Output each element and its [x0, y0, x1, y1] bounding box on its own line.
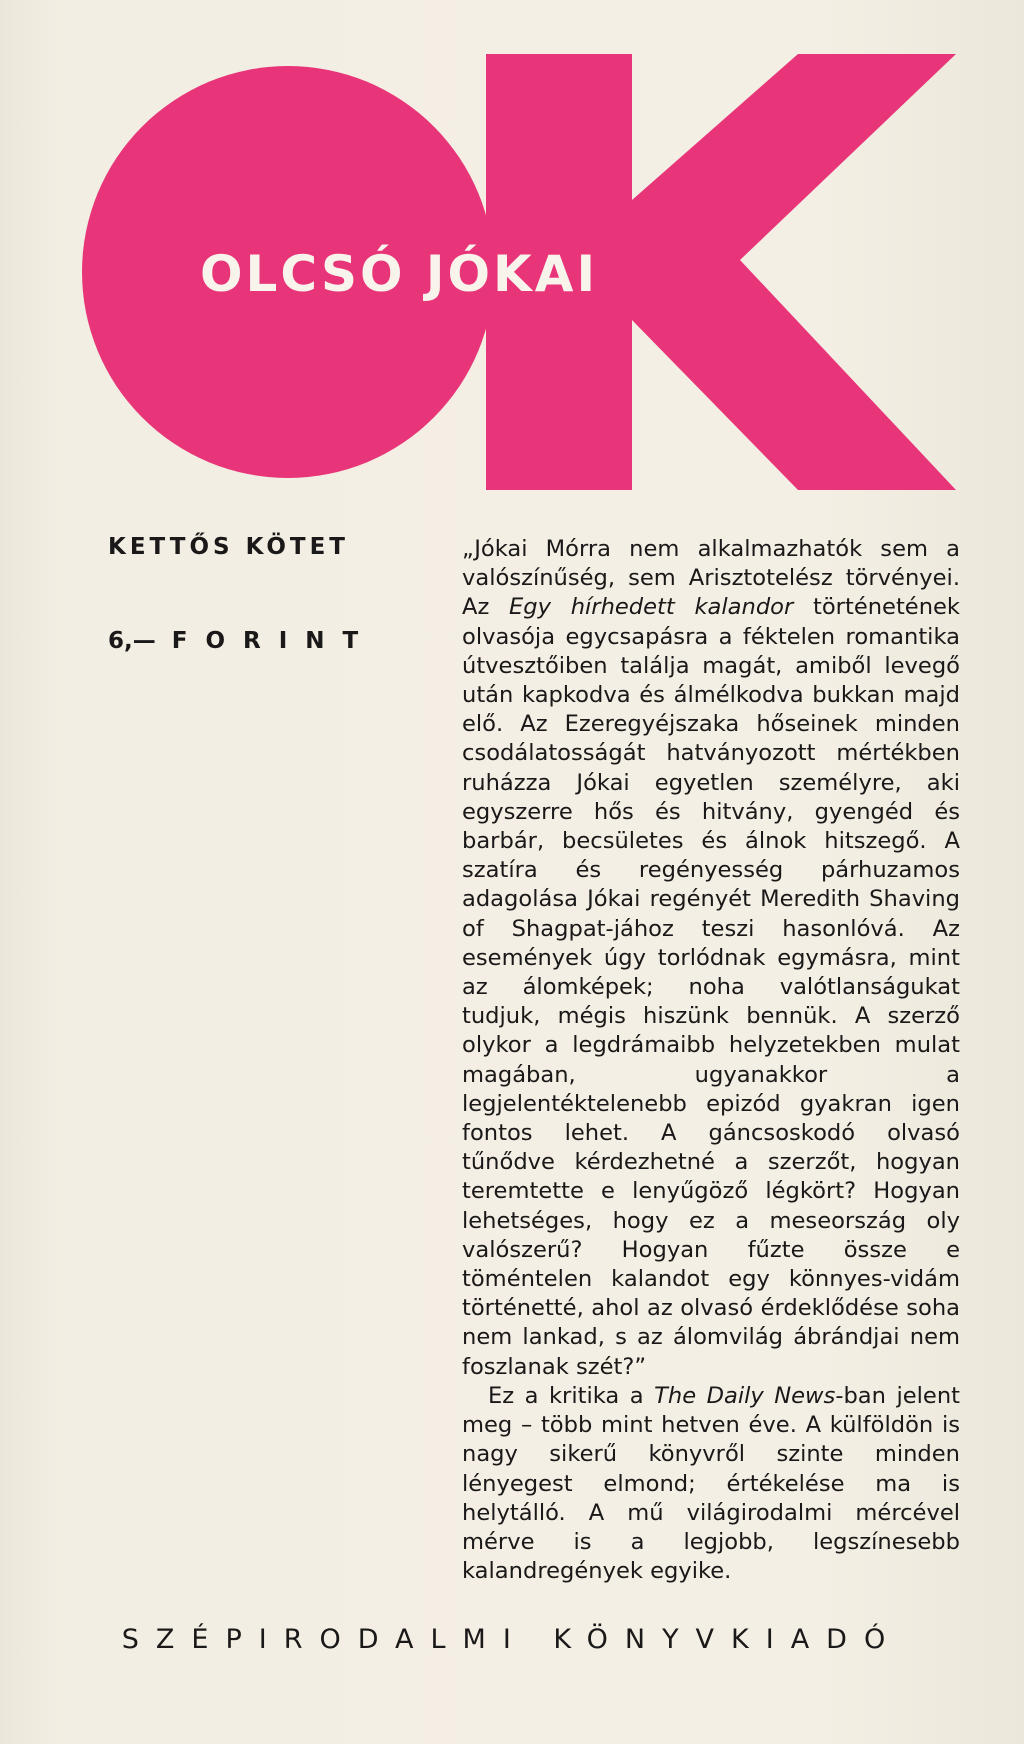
quote-rest: történetének olvasója egycsapásra a féktelen romantika útvesztőiben találja magát, amiből levegő után kapkodva és álmélkodva bukkan majd elő. Az Ezeregyéjszaka hőseinek minden csodálatosságát hatványozott mértékben ruházza Jókai egyetlen személyre, aki egyszerre hős és hitvány, gyengéd és barbár, becsületes és álnok hitszegő. A szatíra és regényesség párhuzamos adagolása Jókai regényét Meredith Shaving of Shagpat-jához teszi hasonlóvá. Az események úgy torlódnak egymásra, mint az álomképek; noha valótlanságukat tudjuk, mégis hiszünk bennük. A szerző olykor a legdrámaibb helyzetekben mulat magában, ugyanakkor a legjelentéktelenebb epizód gyakran igen fontos lehet. A gáncsoskodó olvasó tűnődve kérdezhetné a szerzőt, hogyan teremtette e lenyűgöző légkört? Hogyan lehetséges, hogy ez a meseország oly valószerű? Hogyan fűzte össze e töméntelen kalandot egy könnyes-vidám történetté, ahol az olvasó érdeklődése soha nem lankad, s az álomvilág ábrándjai nem foszlanak szét?” [462, 594, 961, 1380]
volume-label: KETTŐS KÖTET [108, 534, 349, 560]
logo-brand-text: OLCSÓ JÓKAI [200, 245, 599, 303]
price-label [108, 628, 376, 654]
critic-quote-paragraph [462, 535, 960, 1382]
publisher-name: SZÉPIRODALMI KÖNYVKIADÓ [121, 1624, 903, 1655]
price-amount: 6,— [108, 628, 156, 654]
book-title: Egy hírhedett kalandor [509, 594, 794, 621]
quote-start: „Jókai Mórra nem alkalmazhatók sem a valószínűség, sem Arisztotelész törvényei. Az [462, 536, 960, 621]
price-currency: FORINT [171, 628, 377, 654]
note-rest: -ban jelent meg – több mint hetven éve. A külföldön is nagy sikerű könyvről szinte minden lényegest elmond; értékelése ma is helytálló. A mű világirodalmi mércével mérve is a legjobb, legszínesebb kalandregények egyike. [462, 1382, 960, 1585]
publisher-note-paragraph [462, 1382, 960, 1586]
blurb-text [462, 535, 960, 1586]
newspaper-name: The Daily News [654, 1382, 836, 1409]
note-start: Ez a kritika a [488, 1382, 655, 1409]
